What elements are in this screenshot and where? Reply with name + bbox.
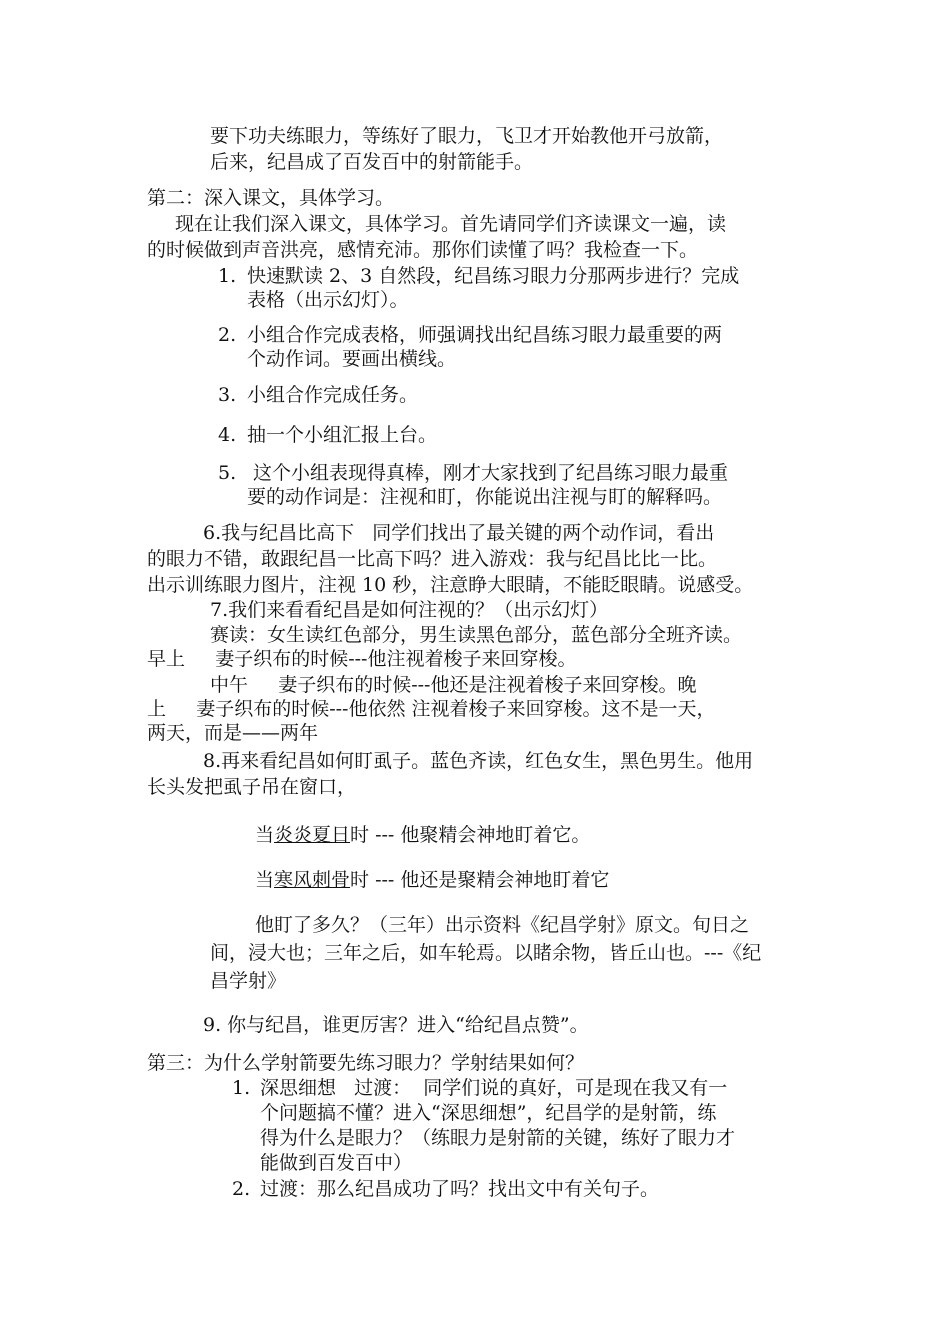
section2-para-line-2: 的时候做到声音洪亮，感情充沛。那你们读懂了吗？我检查一下。: [147, 239, 699, 261]
item-7-line-3: 早上 妻子织布的时候---他注视着梭子来回穿梭。: [147, 648, 577, 670]
item-number: 2.: [218, 324, 237, 346]
intro-line-2: 后来，纪昌成了百发百中的射箭能手。: [210, 151, 534, 173]
item-9: 9. 你与纪昌，谁更厉害？进入“给纪昌点赞”。: [203, 1014, 589, 1036]
item-number: 2.: [232, 1178, 251, 1200]
item-7-line-6: 两天，而是——两年: [147, 722, 319, 744]
summer-pre: 当: [255, 824, 275, 846]
winter-season: 寒风刺骨: [274, 869, 351, 891]
winter-mid: 时 ---: [350, 869, 401, 891]
item-4-line-1: 抽一个小组汇报上台。: [247, 424, 438, 446]
item-2-line-2: 个动作词。要画出横线。: [247, 348, 457, 370]
item-3-line-1: 小组合作完成任务。: [247, 384, 419, 406]
source-line-1: 他盯了多久？（三年）出示资料《纪昌学射》原文。旬日之: [255, 914, 750, 936]
item-7-line-2: 赛读：女生读红色部分，男生读黑色部分，蓝色部分全班齐读。: [210, 624, 743, 646]
s3-item-1-line-1: 深思细想 过渡： 同学们说的真好，可是现在我又有一: [260, 1077, 728, 1099]
item-8-line-2: 长头发把虱子吊在窗口，: [147, 776, 357, 798]
item-1-line-2: 表格（出示幻灯）。: [247, 289, 409, 311]
winter-pre: 当: [255, 869, 275, 891]
winter-rest: 他还是聚精会神地盯着它: [400, 869, 610, 891]
summer-rest: 他聚精会神地盯着它。: [400, 824, 591, 846]
section2-heading: 第二：深入课文，具体学习。: [147, 187, 395, 209]
item-5-line-1: 这个小组表现得真棒，刚才大家找到了纪昌练习眼力最重: [247, 462, 729, 484]
intro-line-1: 要下功夫练眼力，等练好了眼力，飞卫才开始教他开弓放箭，: [210, 125, 724, 147]
item-6-line-3: 出示训练眼力图片，注视 10 秒，注意睁大眼睛，不能眨眼睛。说感受。: [147, 574, 754, 596]
s3-item-1-line-2: 个问题搞不懂？进入“深思细想”，纪昌学的是射箭，练: [260, 1102, 717, 1124]
s3-item-1-line-3: 得为什么是眼力？（练眼力是射箭的关键，练好了眼力才: [260, 1127, 736, 1149]
item-number: 4.: [218, 424, 237, 446]
s3-item-2-line-1: 过渡：那么纪昌成功了吗？找出文中有关句子。: [260, 1178, 660, 1200]
summer-mid: 时 ---: [350, 824, 401, 846]
item-6-line-1: 6.我与纪昌比高下 同学们找出了最关键的两个动作词，看出: [203, 522, 715, 544]
item-8-line-1: 8.再来看纪昌如何盯虱子。蓝色齐读，红色女生，黑色男生。他用: [203, 750, 754, 772]
section2-para-line-1: 现在让我们深入课文，具体学习。首先请同学们齐读课文一遍，读: [175, 213, 727, 235]
s3-item-1-line-4: 能做到百发百中）: [260, 1152, 413, 1174]
item-number: 5.: [218, 462, 237, 484]
source-line-3: 昌学射》: [210, 970, 287, 992]
item-2-line-1: 小组合作完成表格，师强调找出纪昌练习眼力最重要的两: [247, 324, 723, 346]
item-7-line-4: 中午 妻子织布的时候---他还是注视着梭子来回穿梭。晚: [210, 674, 697, 696]
item-7-line-1: 7.我们来看看纪昌是如何注视的？（出示幻灯）: [210, 599, 609, 621]
item-6-line-2: 的眼力不错，敢跟纪昌一比高下吗？进入游戏：我与纪昌比比一比。: [147, 548, 718, 570]
item-7-line-5: 上 妻子织布的时候---他依然 注视着梭子来回穿梭。这不是一天，: [147, 698, 716, 720]
item-1-line-1: 快速默读 2、3 自然段，纪昌练习眼力分那两步进行？完成: [247, 265, 740, 287]
item-number: 3.: [218, 384, 237, 406]
summer-sentence: [255, 823, 590, 847]
source-line-2: 间，浸大也；三年之后，如车轮焉。以睹余物，皆丘山也。---《纪: [210, 942, 762, 964]
item-5-line-2: 要的动作词是：注视和盯，你能说出注视与盯的解释吗。: [247, 486, 723, 508]
section3-heading: 第三：为什么学射箭要先练习眼力？学射结果如何？: [147, 1052, 585, 1074]
winter-sentence: [255, 868, 609, 892]
item-number: 1.: [218, 265, 237, 287]
item-number: 1.: [232, 1077, 251, 1099]
summer-season: 炎炎夏日: [274, 824, 351, 846]
